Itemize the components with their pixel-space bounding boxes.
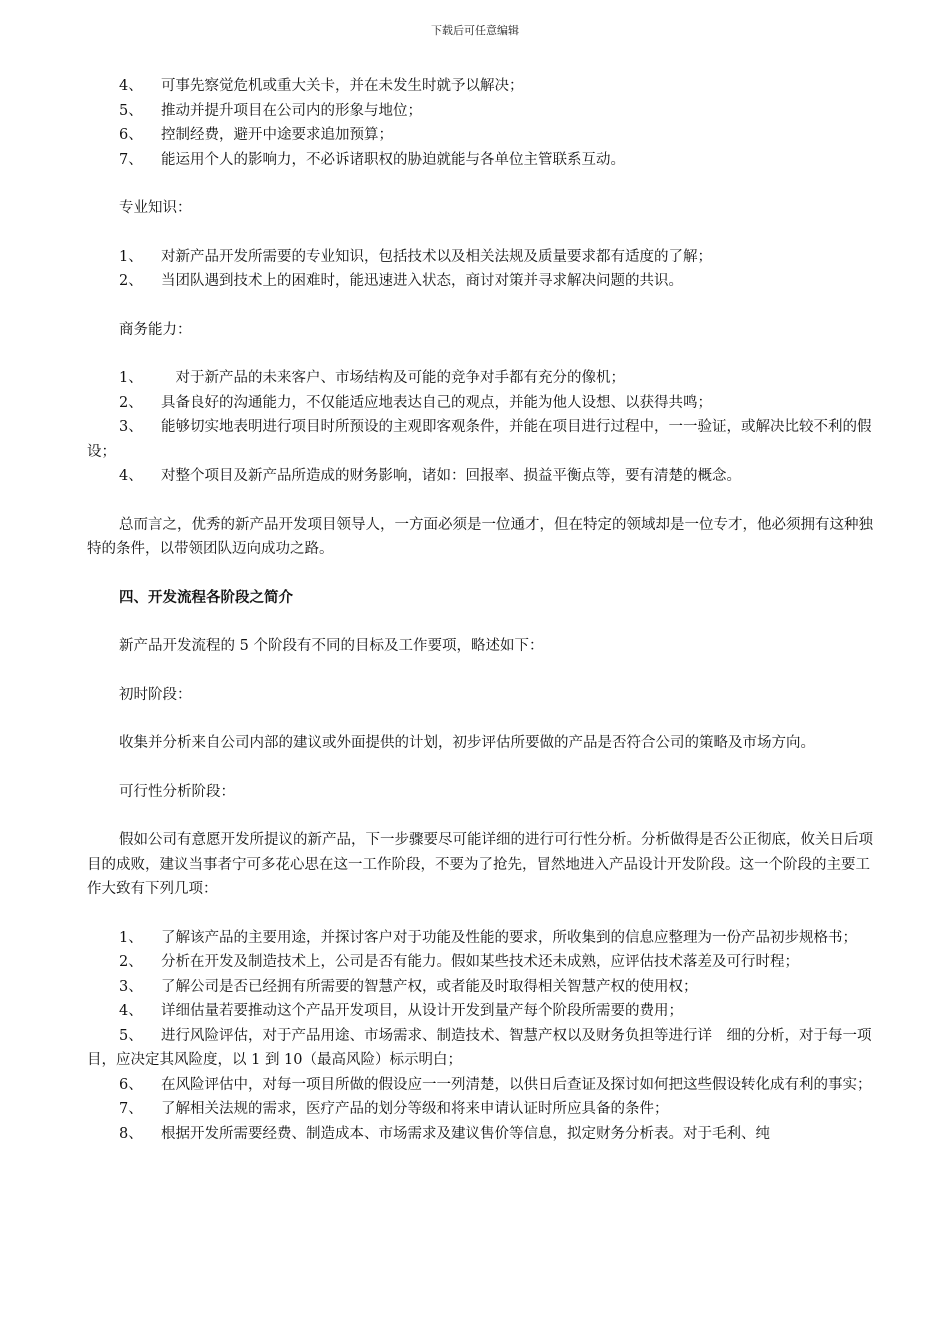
heading-professional-knowledge: 专业知识： — [119, 200, 192, 216]
list-item: 1、 了解该产品的主要用途，并探讨客户对于功能及性能的要求，所收集到的信息应整理为一份产品初步规格书； — [119, 929, 857, 946]
list-item: 7、 了解相关法规的需求，医疗产品的划分等级和将来申请认证时所应具备的条件； — [119, 1101, 669, 1117]
section-4-intro: 新产品开发流程的 5 个阶段有不同的目标及工作要项，略述如下： — [119, 638, 544, 654]
list-d — [87, 926, 877, 1147]
list-item: 5、 进行风险评估，对于产品用途、市场需求、制造技术、智慧产权以及财务负担等进行详 细的分析，对于每一项目，应决定其风险度，以 1 到 10（最高风险）标示明白； — [87, 1027, 872, 1068]
stage-initial-paragraph: 收集并分析来自公司内部的建议或外面提供的计划，初步评估所要做的产品是否符合公司的策略及市场方向。 — [119, 735, 815, 751]
list-item: 4、 详细估量若要推动这个产品开发项目，从设计开发到量产每个阶段所需要的费用； — [119, 1003, 683, 1019]
heading-business-ability: 商务能力： — [119, 321, 192, 338]
list-c — [87, 366, 877, 489]
list-item: 4、 对整个项目及新产品所造成的财务影响，诸如：回报率、损益平衡点等，要有清楚的概念。 — [119, 468, 741, 484]
list-item: 1、 对新产品开发所需要的专业知识，包括技术以及相关法规及质量要求都有适度的了解； — [119, 248, 712, 265]
stage-feasibility-heading: 可行性分析阶段： — [119, 783, 235, 800]
list-item: 1、 对于新产品的未来客户、市场结构及可能的竞争对手都有充分的像机； — [119, 370, 625, 386]
stage-feasibility-paragraph: 假如公司有意愿开发所提议的新产品，下一步骤要尽可能详细的进行可行性分析。分析做得是否公正彻底，攸关日后项目的成败，建议当事者宁可多花心思在这一工作阶段，不要为了抢先，冒然地进入产品设计开发阶段。这一个阶段的主要工作大致有下列几项： — [87, 832, 873, 897]
list-b — [87, 245, 877, 294]
summary-paragraph: 总而言之，优秀的新产品开发项目领导人，一方面必须是一位通才，但在特定的领域却是一位专才，他必须拥有这种独特的条件，以带领团队迈向成功之路。 — [87, 516, 873, 557]
list-item: 2、 分析在开发及制造技术上，公司是否有能力。假如某些技术还未成熟，应评估技术落差及可行时程； — [119, 954, 799, 970]
list-item: 6、 在风险评估中，对每一项目所做的假设应一一列清楚，以供日后查证及探讨如何把这些假设转化成有利的事实； — [119, 1076, 872, 1093]
list-item: 3、 能够切实地表明进行项目时所预设的主观即客观条件，并能在项目进行过程中，一一验证，或解决比较不利的假设； — [87, 419, 872, 460]
list-a — [87, 74, 877, 172]
list-item: 2、 具备良好的沟通能力，不仅能适应地表达自己的观点，并能为他人设想、以获得共鸣； — [119, 394, 712, 411]
page-header: 下载后可任意编辑 — [431, 24, 519, 37]
list-item: 8、 根据开发所需要经费、制造成本、市场需求及建议售价等信息，拟定财务分析表。对于毛利、纯 — [119, 1125, 770, 1142]
list-item: 4、 可事先察觉危机或重大关卡，并在未发生时就予以解决； — [119, 78, 524, 94]
list-item: 6、 控制经费，避开中途要求追加预算； — [119, 127, 393, 143]
list-item: 3、 了解公司是否已经拥有所需要的智慧产权，或者能及时取得相关智慧产权的使用权； — [119, 978, 698, 995]
section-4-title: 四、开发流程各阶段之简介 — [119, 588, 293, 606]
list-item: 2、 当团队遇到技术上的困难时，能迅速进入状态，商讨对策并寻求解决问题的共识。 — [119, 273, 683, 289]
list-item: 5、 推动并提升项目在公司内的形象与地位； — [119, 102, 422, 119]
list-item: 7、 能运用个人的影响力，不必诉诸职权的胁迫就能与各单位主管联系互动。 — [119, 151, 625, 168]
document-body — [87, 74, 877, 1146]
stage-initial-heading: 初时阶段： — [119, 686, 192, 703]
